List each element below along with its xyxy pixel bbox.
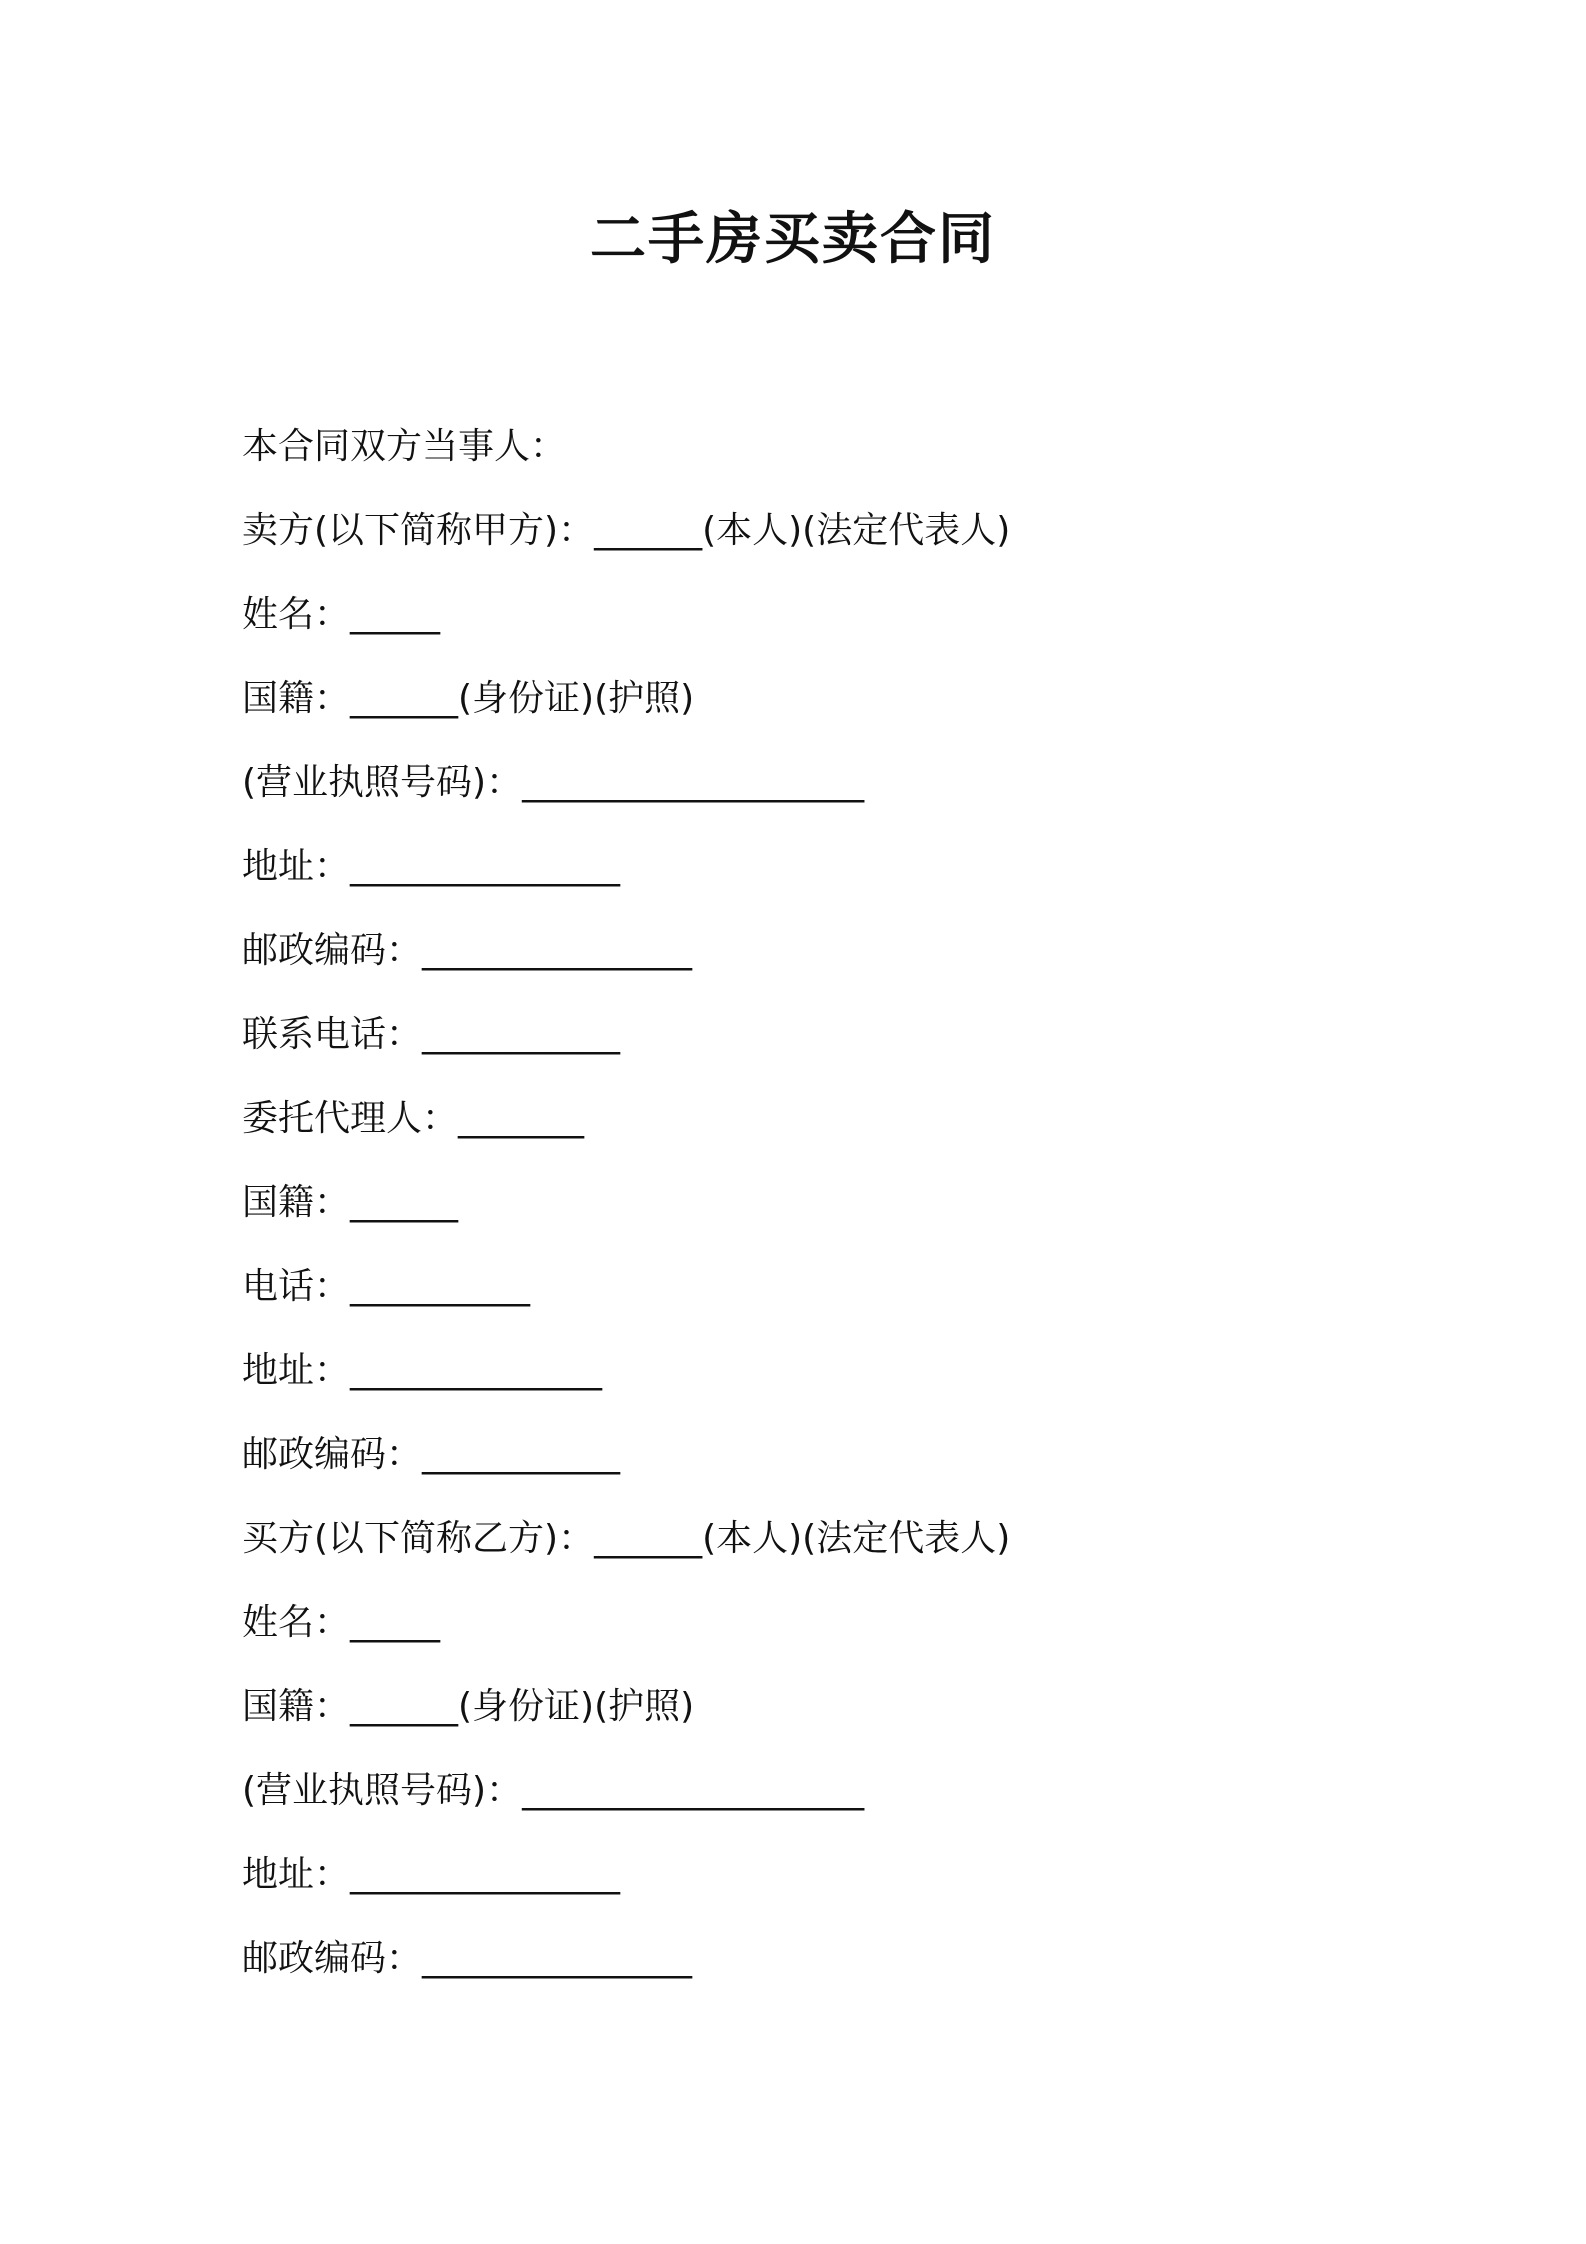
- parties-heading: 本合同双方当事人：: [242, 426, 567, 467]
- seller-phone-field: 联系电话：___________: [242, 1014, 621, 1055]
- buyer-postcode-field: 邮政编码：_______________: [242, 1938, 693, 1979]
- agent-field: 委托代理人：_______: [242, 1098, 585, 1139]
- buyer-heading: 买方(以下简称乙方)：______(本人)(法定代表人): [242, 1518, 1011, 1559]
- buyer-address-field: 地址：_______________: [242, 1854, 621, 1895]
- seller-nationality-field: 国籍：______(身份证)(护照): [242, 678, 695, 719]
- agent-phone-field: 电话：__________: [242, 1266, 531, 1307]
- agent-nationality-field: 国籍：______: [242, 1182, 459, 1223]
- document-body: [242, 405, 1442, 2001]
- agent-postcode-field: 邮政编码：___________: [242, 1434, 621, 1475]
- seller-postcode-field: 邮政编码：_______________: [242, 930, 693, 971]
- seller-heading: 卖方(以下简称甲方)：______(本人)(法定代表人): [242, 510, 1011, 551]
- seller-address-field: 地址：_______________: [242, 846, 621, 887]
- buyer-nationality-field: 国籍：______(身份证)(护照): [242, 1686, 695, 1727]
- document-title: 二手房买卖合同: [590, 207, 996, 272]
- buyer-license-field: (营业执照号码)：___________________: [242, 1770, 865, 1811]
- agent-address-field: 地址：______________: [242, 1350, 603, 1391]
- buyer-name-field: 姓名：_____: [242, 1602, 441, 1643]
- seller-name-field: 姓名：_____: [242, 594, 441, 635]
- seller-license-field: (营业执照号码)：___________________: [242, 762, 865, 803]
